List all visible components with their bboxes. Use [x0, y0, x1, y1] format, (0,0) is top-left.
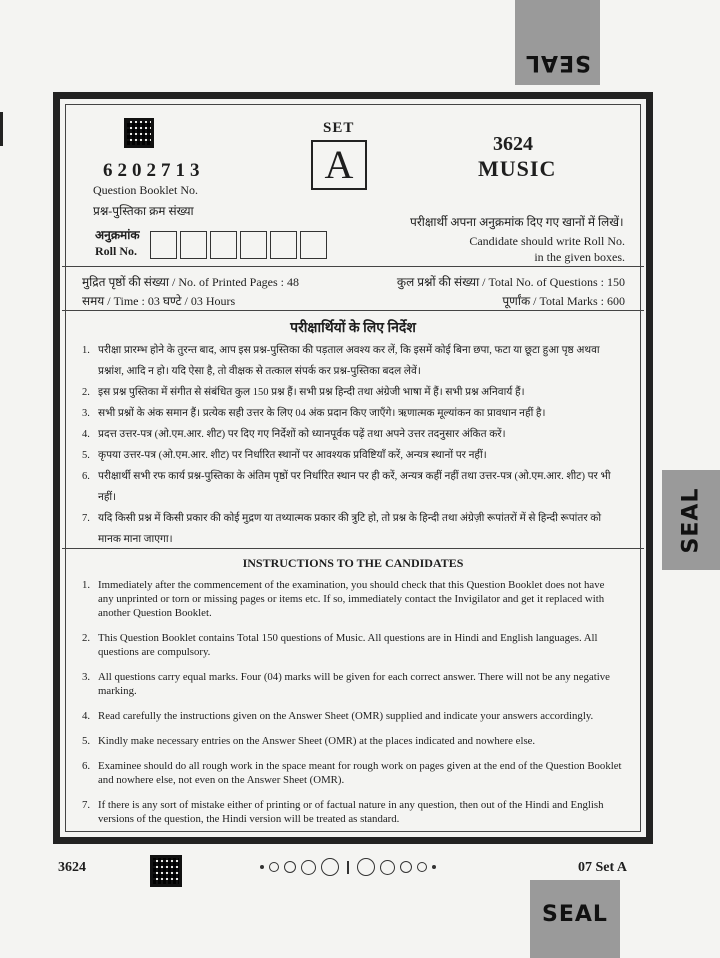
list-item: 7. यदि किसी प्रश्न में किसी प्रकार की कोई मुद्रण या तथ्यात्मक प्रकार की त्रुटि हो, तो प्रश्न के हिन्दी तथा अंग्रेज़ी रूपांतरों में से हिन्दी रूपांतर को मानक माना जाएगा।: [82, 513, 602, 545]
list-item: 5. कृपया उत्तर-पत्र (ओ.एम.आर. शीट) पर निर्धारित स्थानों पर आवश्यक प्रविष्टियाँ करें, अन्यत्र स्थानों पर नहीं।: [82, 450, 487, 461]
divider: [62, 266, 644, 267]
roll-box[interactable]: [210, 231, 237, 259]
exam-time: समय / Time : 03 घण्टे / 03 Hours: [82, 294, 236, 308]
list-item: 4. प्रदत्त उत्तर-पत्र (ओ.एम.आर. शीट) पर दिए गए निर्देशों को ध्यानपूर्वक पढ़ें तथा अपने उत्तर तदनुसार अंकित करें।: [82, 429, 506, 440]
seal-sticker-top: SEAL: [515, 0, 600, 85]
roll-box[interactable]: [300, 231, 327, 259]
list-item: 1. Immediately after the commencement of the examination, you should check that this Question Booklet does not have any unprinted or torn or missing pages or items etc. If so, immediately contact the Invigilator and get it replaced with another Question Booklet.: [82, 579, 605, 619]
list-item: 7. If there is any sort of mistake either of printing or of factual nature in any question, then out of the Hindi and English versions of the question, the Hindi version will be treated as standard.: [82, 799, 604, 825]
footer-set: 07 Set A: [578, 860, 627, 875]
footer-code: 3624: [58, 860, 86, 875]
registration-marks: [260, 858, 436, 876]
footer-qr-code-icon: [150, 855, 182, 887]
list-item: 3. All questions carry equal marks. Four (04) marks will be given for each correct answer. There will not be any negative marking.: [82, 671, 610, 697]
english-instructions-heading: INSTRUCTIONS TO THE CANDIDATES: [242, 556, 464, 570]
divider: [62, 310, 644, 311]
seal-sticker-bottom: SEAL: [530, 880, 620, 958]
roll-box[interactable]: [240, 231, 267, 259]
english-instructions-list: [82, 578, 622, 837]
roll-note-en-2: in the given boxes.: [534, 250, 625, 264]
roll-box[interactable]: [180, 231, 207, 259]
seal-sticker-right: SEAL: [662, 470, 720, 570]
list-item: 5. Kindly make necessary entries on the Answer Sheet (OMR) at the places indicated and nowhere else.: [82, 735, 536, 747]
paper-code: 3624: [493, 133, 533, 155]
hindi-instructions-list: [82, 340, 622, 550]
list-item: 2. This Question Booklet contains Total 150 questions of Music. All questions are in Hindi and English languages. All questions are compulsory.: [82, 632, 598, 658]
list-item: 3. सभी प्रश्नों के अंक समान हैं। प्रत्येक सही उत्तर के लिए 04 अंक प्रदान किए जाएँगे। ऋणात्मक मूल्यांकन का प्रावधान नहीं है।: [82, 408, 546, 419]
booklet-label-hi: प्रश्न-पुस्तिका क्रम संख्या: [93, 204, 194, 218]
roll-number-boxes[interactable]: [150, 231, 330, 259]
roll-box[interactable]: [270, 231, 297, 259]
total-questions: कुल प्रश्नों की संख्या / Total No. of Questions : 150: [396, 275, 625, 289]
qr-code-icon: [124, 118, 154, 148]
subject-title: MUSIC: [478, 156, 557, 181]
list-item: 4. Read carefully the instructions given on the Answer Sheet (OMR) supplied and indicate your answers accordingly.: [82, 710, 594, 722]
roll-label-hi: अनुक्रमांक: [95, 228, 140, 242]
divider: [62, 548, 644, 549]
list-item: 2. इस प्रश्न पुस्तिका में संगीत से संबंधित कुल 150 प्रश्न हैं। सभी प्रश्न हिन्दी तथा अंग्रेजी भाषा में हैं। सभी प्रश्न अनिवार्य हैं।: [82, 387, 525, 398]
scan-edge-mark: [0, 112, 3, 146]
roll-box[interactable]: [150, 231, 177, 259]
list-item: 1. परीक्षा प्रारम्भ होने के तुरन्त बाद, आप इस प्रश्न-पुस्तिका की पड़ताल अवश्य कर लें, कि इसमें कोई बिना छपा, फटा या छूटा हुआ पृष्ठ अथवा प्रश्नांश, आदि न हो। यदि ऐसा है, तो वीक्षक से तत्काल संपर्क कर प्रश्न-पुस्तिका बदल लेवें।: [82, 345, 600, 377]
hindi-instructions-heading: परीक्षार्थियों के लिए निर्देश: [290, 321, 416, 336]
printed-pages: मुद्रित पृष्ठों की संख्या / No. of Printed Pages : 48: [82, 275, 300, 289]
set-box: A: [311, 140, 367, 190]
roll-label-en: Roll No.: [95, 244, 137, 258]
list-item: 6. Examinee should do all rough work in the space meant for rough work on pages given at the end of the Question Booklet and nowhere else, not even on the Answer Sheet (OMR).: [82, 760, 622, 786]
list-item: 6. परीक्षार्थी सभी रफ कार्य प्रश्न-पुस्तिका के अंतिम पृष्ठों पर निर्धारित स्थान पर ही करें, अन्यत्र कहीं नहीं तथा उत्तर-पत्र (ओ.एम.आर. शीट) पर भी नहीं।: [82, 471, 611, 503]
booklet-label-en: Question Booklet No.: [93, 183, 198, 197]
roll-note-hi: परीक्षार्थी अपना अनुक्रमांक दिए गए खानों में लिखें।: [410, 215, 624, 229]
set-label: SET: [323, 120, 355, 136]
roll-note-en-1: Candidate should write Roll No.: [469, 234, 625, 248]
booklet-number: 6202713: [103, 160, 205, 181]
total-marks: पूर्णांक / Total Marks : 600: [502, 294, 625, 308]
